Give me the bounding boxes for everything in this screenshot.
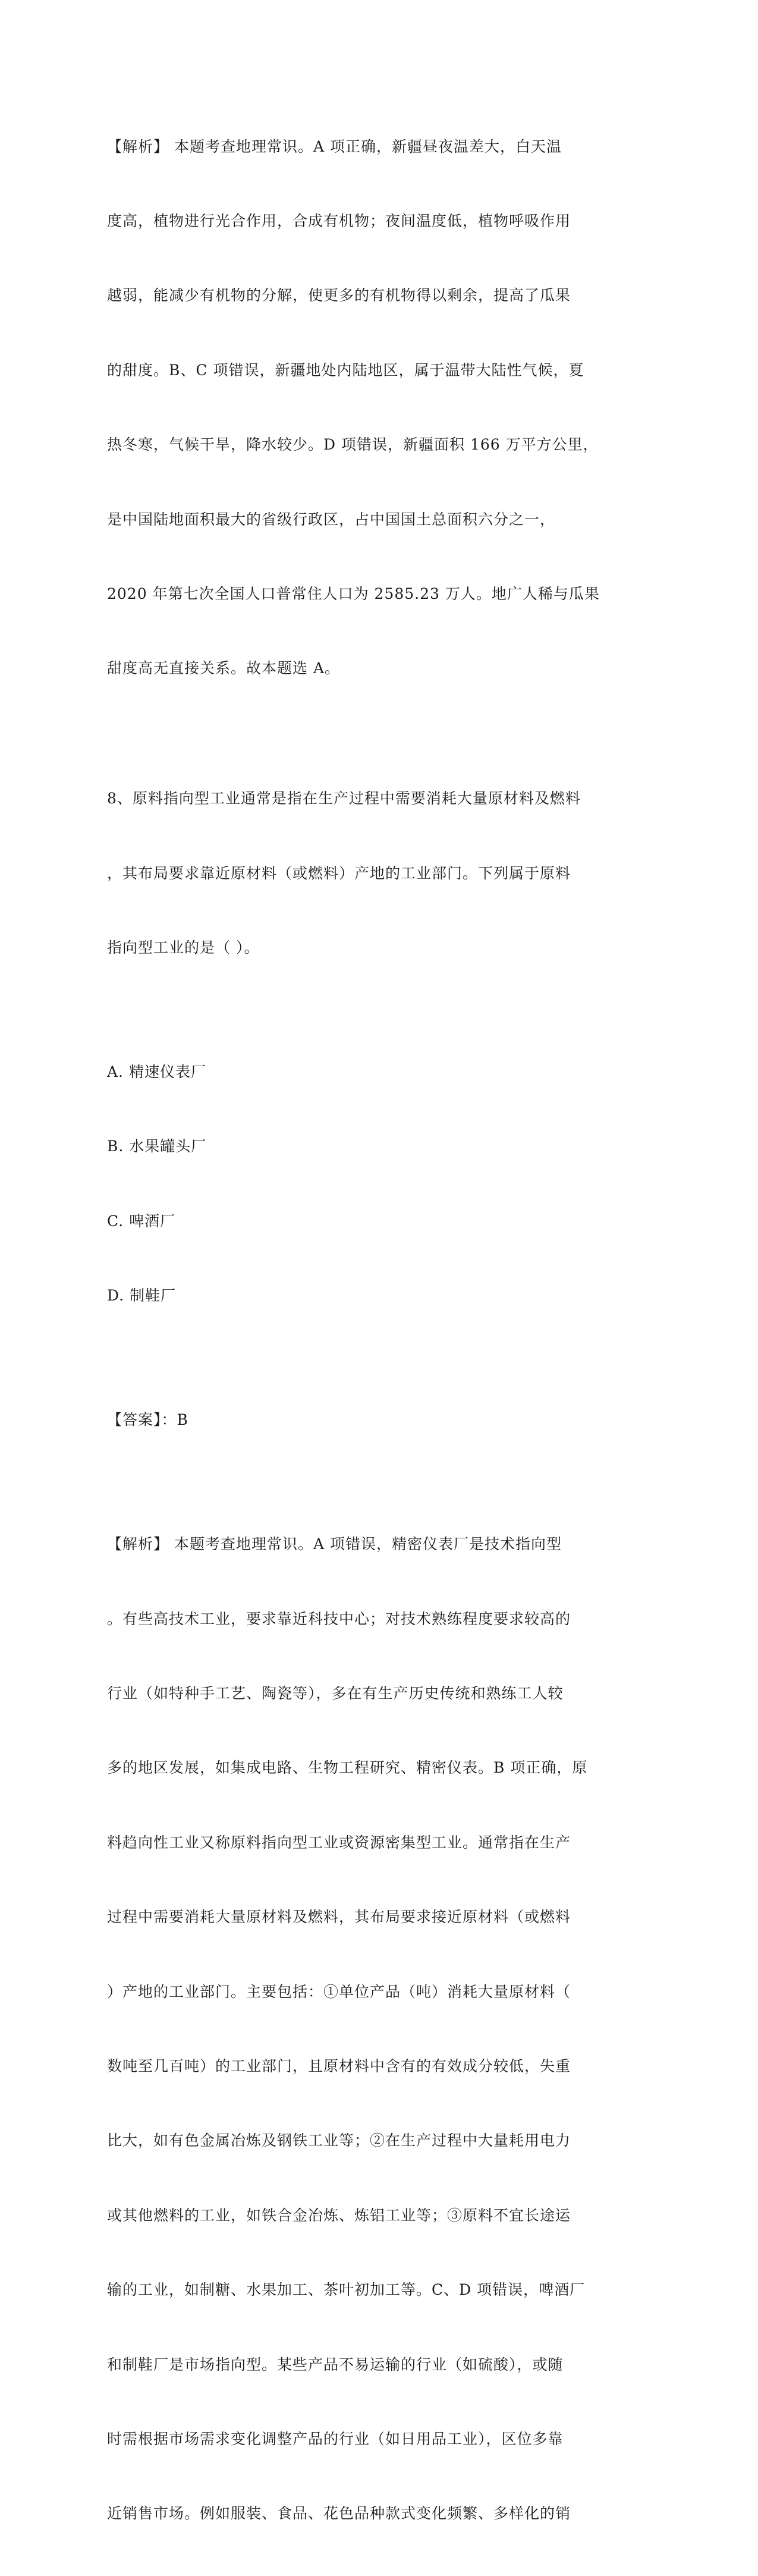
text-line: 度高，植物进行光合作用，合成有机物；夜间温度低，植物呼吸作用 — [107, 212, 571, 230]
document-page — [107, 84, 618, 2576]
text-line: 近销售市场。例如服装、食品、花色品种款式变化频繁、多样化的销 — [107, 2505, 571, 2522]
text-line: 行业（如特种手工艺、陶瓷等），多在有生产历史传统和熟练工人较 — [107, 1685, 564, 1702]
text-line: 和制鞋厂是市场指向型。某些产品不易运输的行业（如硫酸），或随 — [107, 2355, 564, 2373]
option-c: C. 啤酒厂 — [107, 1212, 176, 1230]
text-line: 指向型工业的是（ ）。 — [107, 939, 260, 957]
question-8-stem — [107, 737, 618, 1010]
question-8-answer — [107, 1358, 618, 1482]
text-line: 输的工业，如制糖、水果加工、茶叶初加工等。C、D 项错误，啤酒厂 — [107, 2281, 586, 2299]
text-line: 数吨至几百吨）的工业部门，且原材料中含有的有效成分较低，失重 — [107, 2057, 571, 2075]
paragraph-gap — [107, 731, 618, 737]
text-line: 8、原料指向型工业通常是指在生产过程中需要消耗大量原材料及燃料 — [107, 790, 581, 808]
option-d: D. 制鞋厂 — [107, 1287, 177, 1305]
option-a: A. 精速仪表厂 — [107, 1063, 206, 1081]
text-line: 甜度高无直接关系。故本题选 A。 — [107, 659, 341, 677]
answer-line: 【答案】：B — [107, 1411, 188, 1429]
text-line: 【解析】 本题考查地理常识。A 项正确，新疆昼夜温差大，白天温 — [107, 137, 562, 155]
text-line: 越弱，能减少有机物的分解，使更多的有机物得以剩余，提高了瓜果 — [107, 287, 571, 304]
text-line: 是中国陆地面积最大的省级行政区，占中国国土总面积六分之一， — [107, 510, 556, 528]
analysis-block-q7 — [107, 84, 618, 731]
text-line: 比大，如有色金属冶炼及钢铁工业等；②在生产过程中大量耗用电力 — [107, 2132, 571, 2150]
question-8-options — [107, 1010, 618, 1358]
question-8-analysis — [107, 1482, 618, 2576]
text-line: 2020 年第七次全国人口普常住人口为 2585.23 万人。地广人稀与瓜果 — [107, 585, 600, 602]
text-line: 料趋向性工业又称原料指向型工业或资源密集型工业。通常指在生产 — [107, 1833, 571, 1851]
text-line: ，其布局要求靠近原材料（或燃料）产地的工业部门。下列属于原料 — [107, 864, 571, 882]
text-line: 热冬寒，气候干旱，降水较少。D 项错误，新疆面积 166 万平方公里， — [107, 436, 599, 454]
text-line: 时需根据市场需求变化调整产品的行业（如日用品工业），区位多靠 — [107, 2430, 564, 2448]
text-line: 多的地区发展，如集成电路、生物工程研究、精密仪表。B 项正确，原 — [107, 1759, 588, 1777]
text-line: 的甜度。B、C 项错误，新疆地处内陆地区，属于温带大陆性气候，夏 — [107, 361, 584, 379]
option-b: B. 水果罐头厂 — [107, 1138, 207, 1155]
text-line: 过程中需要消耗大量原材料及燃料，其布局要求接近原材料（或燃料 — [107, 1908, 571, 1926]
text-line: 【解析】 本题考查地理常识。A 项错误，精密仪表厂是技术指向型 — [107, 1535, 562, 1553]
text-line: 或其他燃料的工业，如铁合金冶炼、炼铝工业等；③原料不宜长途运 — [107, 2206, 571, 2224]
text-line: 。有些高技术工业，要求靠近科技中心；对技术熟练程度要求较高的 — [107, 1610, 571, 1628]
text-line: ）产地的工业部门。主要包括：①单位产品（吨）消耗大量原材料（ — [107, 1983, 571, 2000]
